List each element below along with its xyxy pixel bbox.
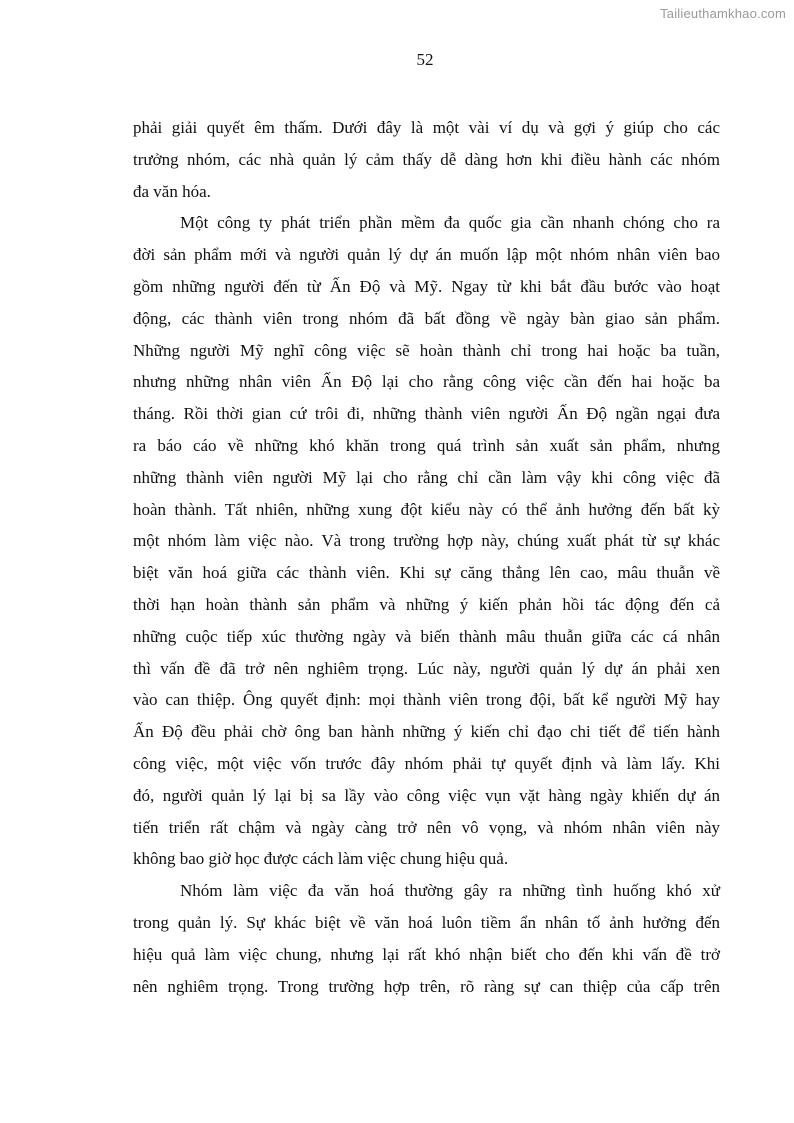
watermark-text: Tailieuthamkhao.com xyxy=(660,6,786,21)
text-line: hoàn thành. Tất nhiên, những xung đột kiểu này có thể ảnh hưởng đến bất kỳ xyxy=(133,499,720,519)
text-line: ra báo cáo về những khó khăn trong quá trình sản xuất sản phẩm, nhưng xyxy=(133,435,720,455)
text-line: Những người Mỹ nghĩ công việc sẽ hoàn thành chỉ trong hai hoặc ba tuần, xyxy=(133,340,720,360)
text-line: những cuộc tiếp xúc thường ngày và biến thành mâu thuẫn giữa các cá nhân xyxy=(133,626,720,646)
text-line: Một công ty phát triển phần mềm đa quốc gia cần nhanh chóng cho ra xyxy=(180,213,720,233)
text-line: đa văn hóa. xyxy=(133,181,211,201)
text-line: vào can thiệp. Ông quyết định: mọi thành viên trong đội, bất kể người Mỹ hay xyxy=(133,690,720,710)
document-body xyxy=(133,112,720,1002)
text-line: đời sản phẩm mới và người quản lý dự án muốn lập một nhóm nhân viên bao xyxy=(133,245,720,265)
text-line: trưởng nhóm, các nhà quản lý cảm thấy dễ dàng hơn khi điều hành các nhóm xyxy=(133,149,720,169)
text-line: nhưng những nhân viên Ấn Độ lại cho rằng công việc cần đến hai hoặc ba xyxy=(133,372,720,392)
text-line: tiến triển rất chậm và ngày càng trở nên vô vọng, và nhóm nhân viên này xyxy=(133,817,720,837)
text-line: một nhóm làm việc nào. Và trong trường hợp này, chúng xuất phát từ sự khác xyxy=(133,531,720,551)
text-line: hiệu quả làm việc chung, nhưng lại rất khó nhận biết cho đến khi vấn đề trở xyxy=(133,944,720,964)
text-line: công việc, một việc vốn trước đây nhóm phải tự quyết định và làm lấy. Khi xyxy=(133,753,720,773)
text-line: gồm những người đến từ Ấn Độ và Mỹ. Ngay từ khi bắt đầu bước vào hoạt xyxy=(133,276,720,296)
text-line: trong quản lý. Sự khác biệt về văn hoá luôn tiềm ẩn nhân tố ảnh hưởng đến xyxy=(133,912,720,932)
paragraph-1 xyxy=(133,112,720,207)
text-line: thì vấn đề đã trở nên nghiêm trọng. Lúc này, người quản lý dự án phải xen xyxy=(133,658,720,678)
page-number: 52 xyxy=(416,50,434,69)
text-line: đó, người quản lý lại bị sa lầy vào công việc vụn vặt hàng ngày khiến dự án xyxy=(133,785,720,805)
text-line: Nhóm làm việc đa văn hoá thường gây ra những tình huống khó xử xyxy=(180,881,720,901)
text-line: Ấn Độ đều phải chờ ông ban hành những ý kiến chỉ đạo chi tiết để tiến hành xyxy=(133,722,720,742)
text-line: động, các thành viên trong nhóm đã bất đồng về ngày bàn giao sản phẩm. xyxy=(133,308,720,328)
text-line: biệt văn hoá giữa các thành viên. Khi sự căng thẳng lên cao, mâu thuẫn về xyxy=(133,563,720,583)
paragraph-3 xyxy=(133,875,720,1002)
text-line: phải giải quyết êm thấm. Dưới đây là một vài ví dụ và gợi ý giúp cho các xyxy=(133,118,720,137)
text-line: những thành viên người Mỹ lại cho rằng chỉ cần làm vậy khi công việc đã xyxy=(133,467,720,487)
paragraph-2 xyxy=(133,207,720,875)
text-line: tháng. Rồi thời gian cứ trôi đi, những thành viên người Ấn Độ ngần ngại đưa xyxy=(133,404,720,424)
text-line: thời hạn hoàn thành sản phẩm và những ý kiến phản hồi tác động đến cả xyxy=(133,594,720,614)
text-line: nên nghiêm trọng. Trong trường hợp trên, rõ ràng sự can thiệp của cấp trên xyxy=(133,976,720,996)
text-line: không bao giờ học được cách làm việc chung hiệu quả. xyxy=(133,849,509,869)
